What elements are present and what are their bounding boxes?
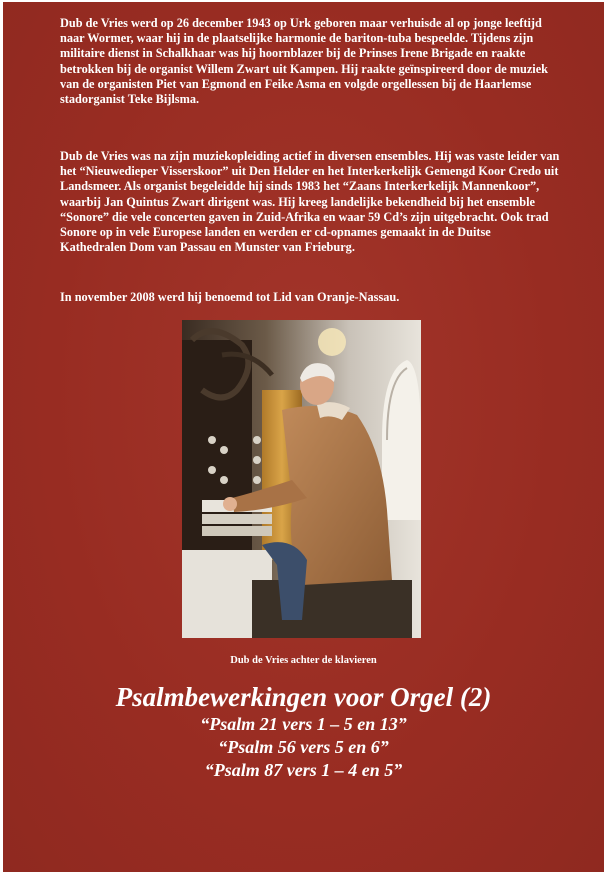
biography-text-3: In november 2008 werd hij benoemd tot Lid van Oranje-Nassau. — [60, 290, 400, 304]
biography-text-2: Dub de Vries was na zijn muziekopleiding actief in diversen ensembles. Hij was vaste leider van het “Nieuwedieper Visserskoor” uit Den Helder en het Interkerkelijk Gemengd Koor Credo uit Landsmeer. Als organist begeleidde hij sinds 1983 het “Zaans Interkerkelijk Mannenkoor”, waarbij Jan Quintus Zwart dirigent was. Hij kreeg landelijke bekendheid bij het ensemble “Sonore” die vele concerten gaven in Zuid-Afrika en waar 59 Cd’s zijn uitgebracht. Ook trad Sonore op in vele Europese landen en werden er cd-opnames gemaakt in de Duitse Kathedralen Dom van Passau en Munster van Frieburg. — [60, 149, 560, 255]
photo-caption: Dub de Vries achter de klavieren — [230, 655, 377, 666]
biography-paragraph-1 — [60, 16, 560, 107]
psalm-line-3: “Psalm 87 vers 1 – 4 en 5” — [204, 760, 403, 780]
organist-photo — [182, 320, 421, 638]
psalm-line-2: “Psalm 56 vers 5 en 6” — [218, 737, 389, 757]
biography-paragraph-3 — [60, 290, 560, 305]
booklet-title: Psalmbewerkingen voor Orgel (2) — [115, 682, 492, 712]
biography-paragraph-2 — [60, 149, 560, 255]
psalm-line-1: “Psalm 21 vers 1 – 5 en 13” — [200, 714, 407, 734]
booklet-back-cover — [3, 2, 604, 872]
biography-text-1: Dub de Vries werd op 26 december 1943 op Urk geboren maar verhuisde al op jonge leeftijd naar Wormer, waar hij in de plaatselijke harmonie de bariton-tuba bespeelde. Tijdens zijn militaire dienst in Schalkhaar was hij hoornblazer bij de Prinses Irene Brigade en raakte betrokken bij de organist Willem Zwart uit Kampen. Hij raakte geïnspireerd door de muziek van de organisten Piet van Egmond en Feike Asma en volgde orgellessen bij de Haarlemse stadorganist Teke Bijlsma. — [60, 16, 549, 107]
